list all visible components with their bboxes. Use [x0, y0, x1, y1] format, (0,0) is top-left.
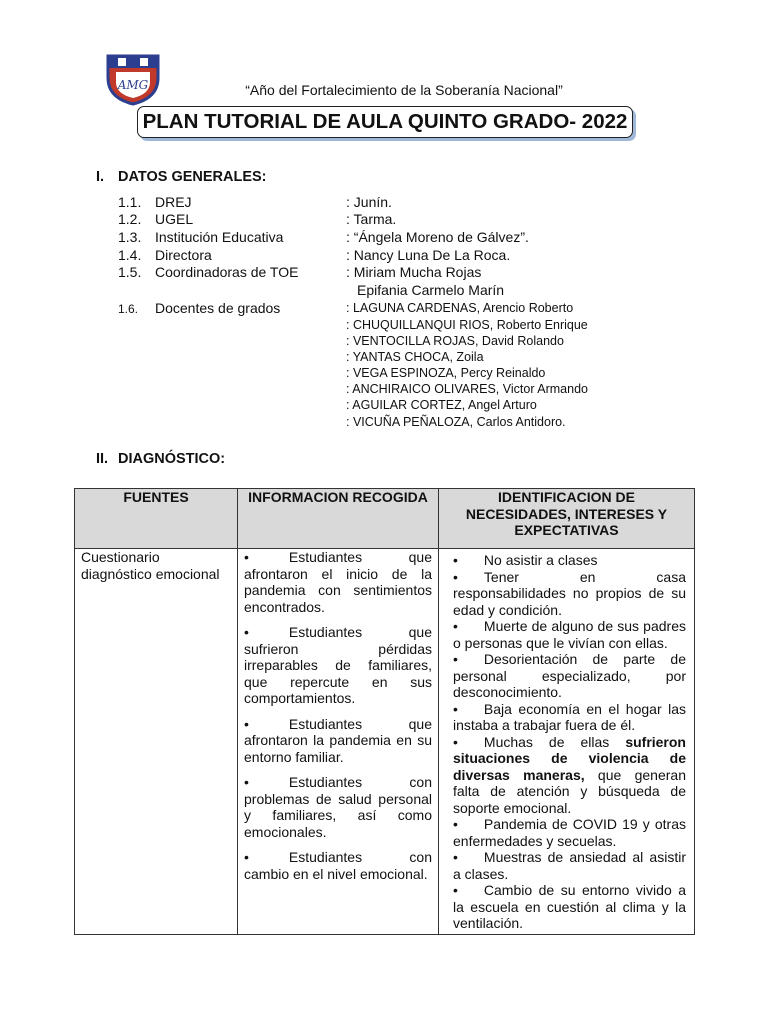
docente-item: : VICUÑA PEÑALOZA, Carlos Antidoro.: [346, 415, 566, 429]
need-item: • Desorientación de parte de personal especializado, por desconocimiento.: [453, 651, 686, 700]
table-header-row: [75, 489, 695, 549]
cell-informacion: [238, 549, 439, 935]
dato-row: 1.2. UGEL: [118, 211, 194, 227]
need-item: • Cambio de su entorno vivido a la escuela en cuestión al clima y la ventilación.: [453, 882, 686, 931]
section-title: DIAGNÓSTICO:: [118, 451, 226, 467]
docente-item: : VENTOCILLA ROJAS, David Rolando: [346, 334, 564, 348]
dato-row: 1.6. Docentes de grados: [118, 300, 281, 316]
diagnostico-table: [74, 488, 695, 935]
cell-necesidades: [439, 549, 695, 935]
section-number: II.: [96, 451, 109, 467]
info-item: • Estudiantes que sufrieron pérdidas irreparables de familiares, que repercute en sus comportamientos.: [244, 624, 432, 706]
page-title: PLAN TUTORIAL DE AULA QUINTO GRADO- 2022: [137, 106, 633, 138]
docente-item: : AGUILAR CORTEZ, Angel Arturo: [346, 398, 537, 412]
info-item: • Estudiantes con problemas de salud personal y familiares, así como emocionales.: [244, 774, 432, 840]
dato-value: : Nancy Luna De La Roca.: [346, 247, 511, 263]
docente-item: : CHUQUILLANQUI RIOS, Roberto Enrique: [346, 318, 588, 332]
need-item: • Muchas de ellas sufrieron situaciones de violencia de diversas maneras, que generan falta de atención y búsqueda de soporte emocional.: [453, 733, 686, 816]
need-item: • No asistir a clases: [453, 552, 598, 568]
need-item: • Muerte de alguno de sus padres o personas que le vivían con ellas.: [453, 618, 686, 651]
year-motto: “Año del Fortalecimiento de la Soberanía Nacional”: [245, 82, 563, 98]
docente-item: : YANTAS CHOCA, Zoila: [346, 350, 484, 364]
info-item: • Estudiantes que afrontaron la pandemia en su entorno familiar.: [244, 715, 432, 765]
need-item: • Pandemia de COVID 19 y otras enfermedades y secuelas.: [453, 816, 686, 849]
docente-item: : LAGUNA CARDENAS, Arencio Roberto: [346, 301, 574, 315]
dato-value: : Junín.: [346, 194, 392, 210]
need-item: • Baja economía en el hogar las instaba a trabajar fuera de él.: [453, 700, 686, 733]
info-item: • Estudiantes que afrontaron el inicio de la pandemia con sentimientos encontrados.: [244, 549, 432, 615]
dato-row: 1.5. Coordinadoras de TOE: [118, 264, 299, 280]
header-fuentes: FUENTES: [75, 489, 238, 549]
info-item: • Estudiantes con cambio en el nivel emocional.: [244, 849, 432, 882]
need-item: • Muestras de ansiedad al asistir a clases.: [453, 849, 686, 882]
header-informacion: INFORMACION RECOGIDA: [238, 489, 439, 549]
dato-row: 1.4. Directora: [118, 247, 212, 263]
cell-fuente: Cuestionario diagnóstico emocional: [75, 549, 238, 935]
section-number: I.: [96, 169, 105, 185]
need-item: • Tener en casa responsabilidades no propios de su edad y condición.: [453, 568, 686, 618]
docente-item: : VEGA ESPINOZA, Percy Reinaldo: [346, 366, 546, 380]
section-heading-diagnostico: [96, 451, 225, 467]
dato-value: : “Ángela Moreno de Gálvez”.: [346, 229, 529, 245]
dato-value-second: Epifania Carmelo Marín: [357, 282, 505, 298]
dato-value: : Miriam Mucha Rojas: [346, 264, 482, 280]
section-heading-datos: [96, 169, 267, 185]
header-necesidades: IDENTIFICACION DE NECESIDADES, INTERESES Y EXPECTATIVAS: [439, 489, 695, 549]
dato-row: 1.3. Institución Educativa: [118, 229, 284, 245]
logo-monogram: AMG: [117, 78, 149, 92]
section-title: DATOS GENERALES:: [118, 169, 267, 185]
dato-row: 1.1. DREJ: [118, 194, 192, 210]
table-row: [75, 549, 695, 935]
dato-value: : Tarma.: [346, 211, 397, 227]
docente-item: : ANCHIRAICO OLIVARES, Victor Armando: [346, 382, 588, 396]
